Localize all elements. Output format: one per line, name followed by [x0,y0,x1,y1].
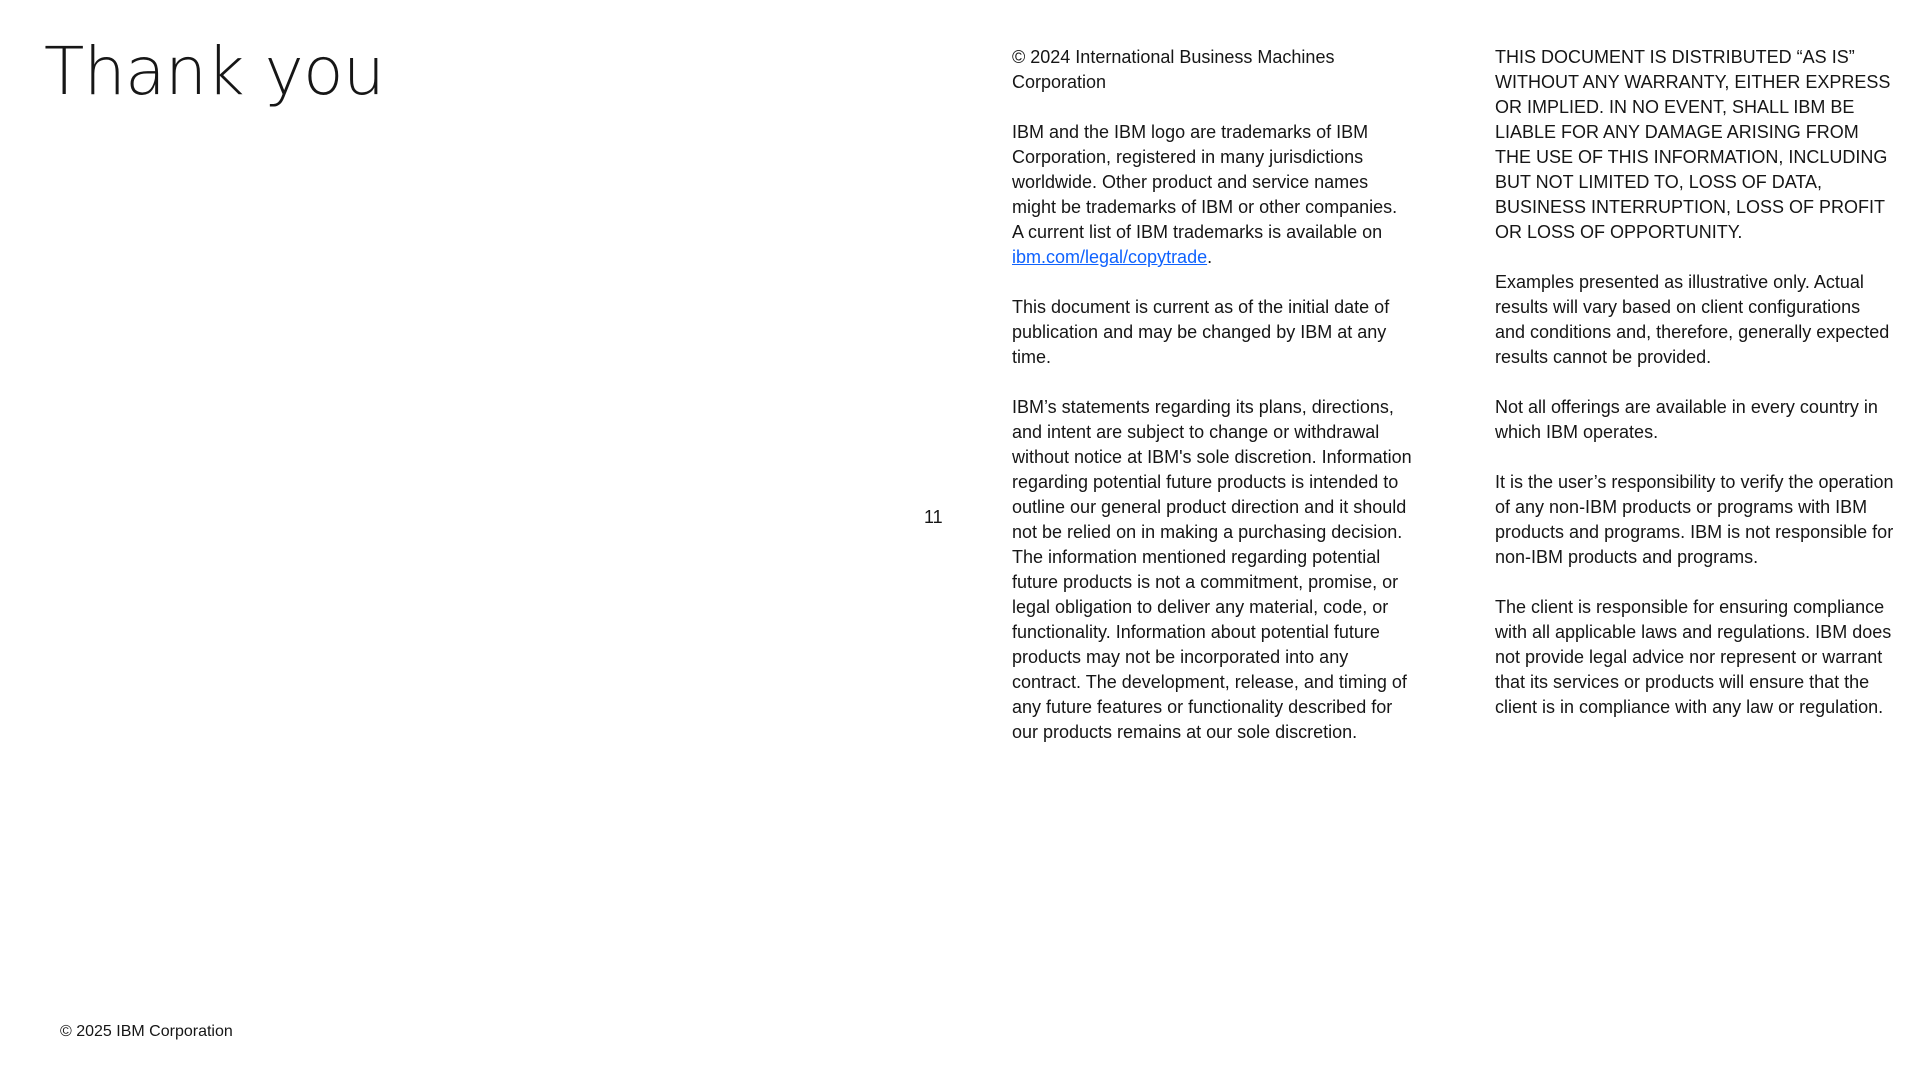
page-number: 11 [924,507,943,527]
copyright-notice: © 2024 International Business Machines Corporation [1012,47,1335,92]
legal-column-left [1012,45,1412,770]
examples-paragraph: Examples presented as illustrative only. Actual results will vary based on client configurations and conditions and, therefore, generally expected results cannot be provided. [1495,272,1890,367]
responsibility-paragraph: It is the user’s responsibility to verify the operation of any non-IBM products or programs with IBM products and programs. IBM is not responsible for non-IBM products and programs. [1495,472,1894,567]
footer-copyright: © 2025 IBM Corporation [60,1023,233,1040]
trademarks-end: . [1207,247,1213,267]
offerings-paragraph: Not all offerings are available in every country in which IBM operates. [1495,397,1878,442]
currency-paragraph: This document is current as of the initial date of publication and may be changed by IBM at any time. [1012,297,1390,367]
trademarks-paragraph [1012,120,1412,270]
warranty-paragraph: THIS DOCUMENT IS DISTRIBUTED “AS IS” WITHOUT ANY WARRANTY, EITHER EXPRESS OR IMPLIED. IN NO EVENT, SHALL IBM BE LIABLE FOR ANY DAMAGE ARISING FROM THE USE OF THIS INFORMATION, INCLUDING BUT NOT LIMITED TO, LOSS OF DATA, BUSINESS INTERRUPTION, LOSS OF PROFIT OR LOSS OF OPPORTUNITY. [1495,47,1891,242]
copytrade-link[interactable]: ibm.com/legal/copytrade [1012,247,1208,267]
slide-title: Thank you [44,33,385,110]
statements-paragraph: IBM’s statements regarding its plans, directions, and intent are subject to change or withdrawal without notice at IBM's sole discretion. Information regarding potential future products is intended to outline our general product direction and it should not be relied on in making a purchasing decision. The information mentioned regarding potential future products is not a commitment, promise, or legal obligation to deliver any material, code, or functionality. Information about potential future products may not be incorporated into any contract. The development, release, and timing of any future features or functionality described for our products remains at our sole discretion. [1012,397,1412,742]
compliance-paragraph: The client is responsible for ensuring compliance with all applicable laws and regulations. IBM does not provide legal advice nor represent or warrant that its services or products will ensure that the client is in compliance with any law or regulation. [1495,597,1892,717]
trademarks-text: IBM and the IBM logo are trademarks of IBM Corporation, registered in many jurisdictions worldwide. Other product and service names might be trademarks of IBM or other companies. A current list of IBM trademarks is available on [1012,122,1398,242]
legal-column-right [1495,45,1895,745]
